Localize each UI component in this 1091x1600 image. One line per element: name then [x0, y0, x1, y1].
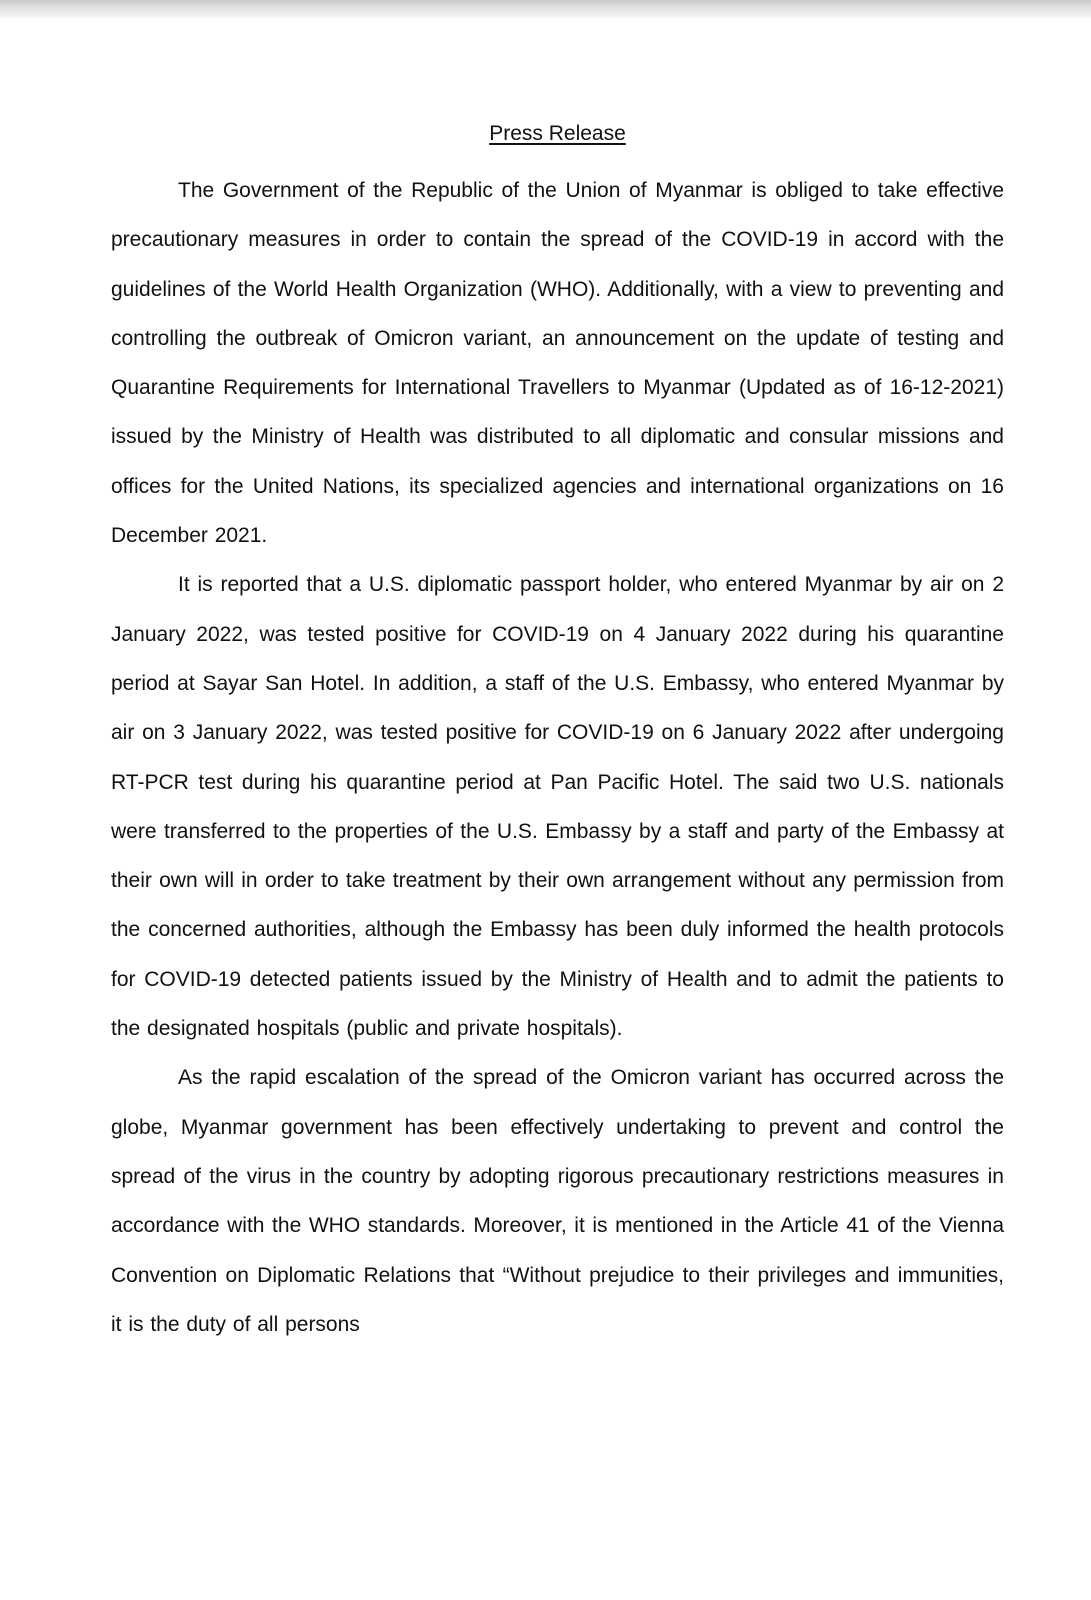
document-body — [111, 118, 1004, 1349]
paragraph-2: It is reported that a U.S. diplomatic passport holder, who entered Myanmar by air on 2 January 2022, was tested positive for COVID-19 on 4 January 2022 during his quarantine period at Sayar San Hotel. In addition, a staff of the U.S. Embassy, who entered Myanmar by air on 3 January 2022, was tested positive for COVID-19 on 6 January 2022 after undergoing RT-PCR test during his quarantine period at Pan Pacific Hotel. The said two U.S. nationals were transferred to the properties of the U.S. Embassy by a staff and party of the Embassy at their own will in order to take treatment by their own arrangement without any permission from the concerned authorities, although the Embassy has been duly informed the health protocols for COVID-19 detected patients issued by the Ministry of Health and to admit the patients to the designated hospitals (public and private hospitals). — [111, 573, 1004, 1041]
document-title: Press Release — [489, 122, 626, 145]
paragraph-1: The Government of the Republic of the Union of Myanmar is obliged to take effective precautionary measures in order to contain the spread of the COVID-19 in accord with the guidelines of the World Health Organization (WHO). Additionally, with a view to preventing and controlling the outbreak of Omicron variant, an announcement on the update of testing and Quarantine Requirements for International Travellers to Myanmar (Updated as of 16-12-2021) issued by the Ministry of Health was distributed to all diplomatic and consular missions and offices for the United Nations, its specialized agencies and international organizations on 16 December 2021. — [111, 179, 1004, 548]
document-page — [0, 18, 1091, 1600]
paragraph-3: As the rapid escalation of the spread of the Omicron variant has occurred across the globe, Myanmar government has been effectively undertaking to prevent and control the spread of the virus in the country by adopting rigorous precautionary restrictions measures in accordance with the WHO standards. Moreover, it is mentioned in the Article 41 of the Vienna Convention on Diplomatic Relations that “Without prejudice to their privileges and immunities, it is the duty of all persons — [111, 1066, 1004, 1336]
viewer-top-edge — [0, 0, 1091, 18]
